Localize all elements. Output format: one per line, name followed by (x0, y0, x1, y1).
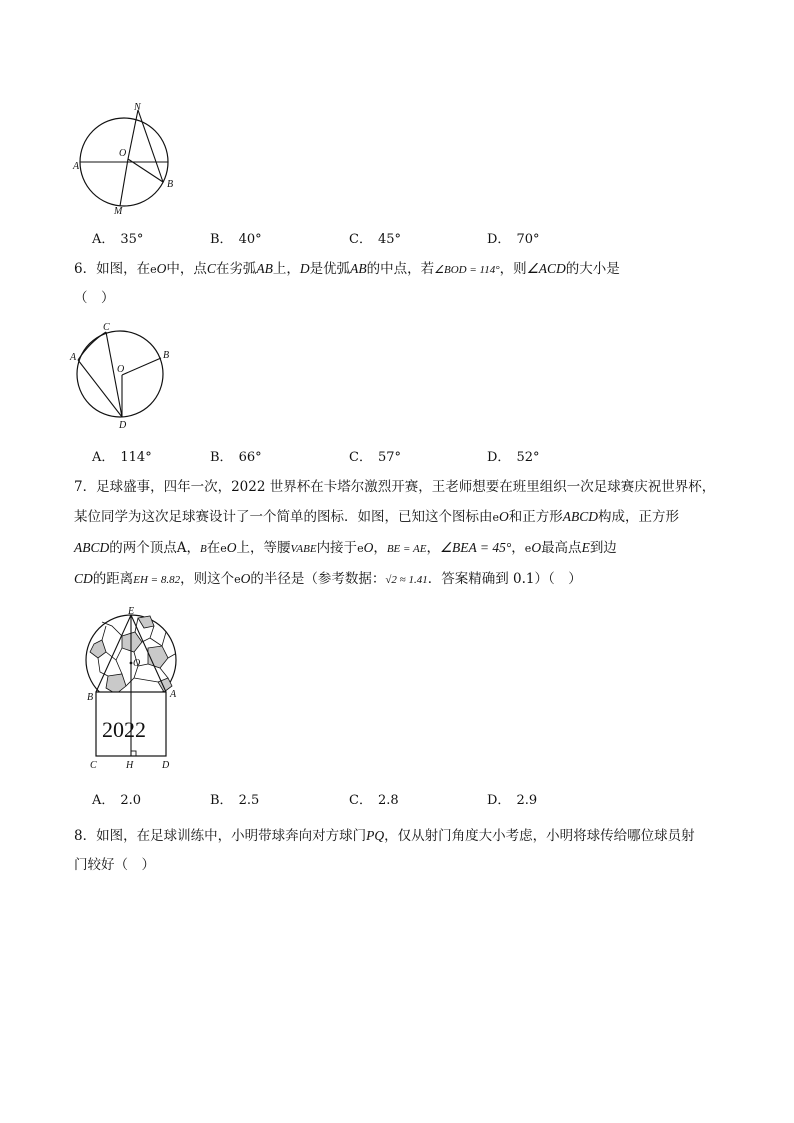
question-5-circle-figure (70, 98, 190, 220)
question-7-line-2: 某位同学为这次足球赛设计了一个简单的图标．如图，已知这个图标由eO和正方形ABCD构成，正方形 (74, 509, 680, 525)
label-A: A (170, 689, 177, 700)
label-M: M (114, 206, 123, 217)
label-B: B (167, 179, 174, 190)
label-B: B (163, 350, 170, 361)
option-c[interactable]: C． 45° (349, 232, 401, 247)
label-A: A (73, 161, 80, 172)
question-7-line-4: CD的距离EH = 8.82，则这个eO的半径是（参考数据：√2 ≈ 1.41．答案精确到 0.1）（ ） (74, 571, 582, 587)
label-C: C (103, 322, 110, 333)
option-b[interactable]: B． 2.5 (210, 793, 260, 808)
label-E: E (128, 606, 135, 617)
label-A: A (70, 352, 77, 363)
option-a[interactable]: A． 35° (92, 232, 144, 247)
option-b[interactable]: B． 40° (210, 232, 262, 247)
label-D: D (162, 760, 170, 771)
question-8-line-1: 8．如图，在足球训练中，小明带球奔向对方球门PQ，仅从射门角度大小考虑，小明将球传给哪位球员射 (74, 828, 695, 844)
label-O: O (117, 364, 125, 375)
question-8-line-2: 门较好（ ） (74, 857, 155, 873)
label-O: O (133, 658, 141, 669)
label-D: D (119, 420, 127, 431)
option-a[interactable]: A． 2.0 (92, 793, 142, 808)
question-6-line-1: 6．如图，在eO中，点C在劣弧AB上，D是优弧AB的中点，若∠BOD = 114°，则∠ACD的大小是 (74, 261, 620, 277)
option-d[interactable]: D． 2.9 (487, 793, 538, 808)
option-c[interactable]: C． 2.8 (349, 793, 399, 808)
question-6-circle-figure (68, 320, 180, 432)
option-c[interactable]: C． 57° (349, 450, 401, 465)
label-O: O (119, 148, 127, 159)
option-b[interactable]: B． 66° (210, 450, 262, 465)
option-d[interactable]: D． 70° (487, 232, 540, 247)
label-C: C (90, 760, 97, 771)
label-B: B (87, 692, 94, 703)
option-d[interactable]: D． 52° (487, 450, 540, 465)
option-a[interactable]: A． 114° (92, 450, 152, 465)
question-7-soccer-figure (80, 604, 190, 774)
figure-year-text: 2022 (102, 717, 146, 742)
question-7-line-1: 7．足球盛事，四年一次，2022 世界杯在卡塔尔激烈开赛，王老师想要在班里组织一次足球赛庆祝世界杯， (74, 479, 716, 495)
question-6-line-2: （ ） (74, 290, 115, 306)
label-H: H (126, 760, 134, 771)
label-N: N (134, 102, 141, 113)
question-7-line-3: ABCD的两个顶点A，B在eO上，等腰VABE内接于eO，BE = AE，∠BEA = 45°，eO最高点E到边 (74, 540, 617, 556)
